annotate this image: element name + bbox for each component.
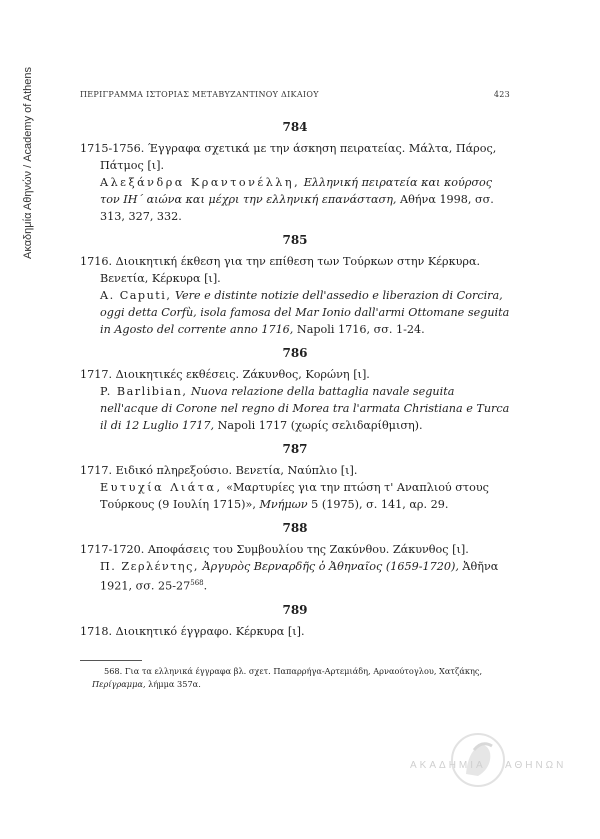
watermark-text-left: ΑΚΑΔΗΜΙΑ bbox=[410, 760, 486, 771]
entry-description: 1716. Διοικητική έκθεση για την επίθεση των Τούρκων στην Κέρκυρα. Βενετία, Κέρκυρα [ι]. bbox=[80, 255, 481, 285]
page-body bbox=[80, 112, 510, 640]
entry-description: 1718. Διοικητικό έγγραφο. Κέρκυρα [ι]. bbox=[80, 624, 305, 638]
entry-785 bbox=[80, 233, 510, 338]
reference-author: A. Caputi, bbox=[100, 289, 172, 302]
reference-title: Vere e distinte notizie dell'assedio e liberazion di Corcira, oggi detta Corfù, isola famosa del Mar Ionio dall'armi Ottomane seguita in Agosto del corrente anno 1716, bbox=[100, 289, 510, 336]
entry-description: 1715-1756. Έγγραφα σχετικά με την άσκηση πειρατείας. Μάλτα, Πάρος, Πάτμος [ι]. bbox=[80, 142, 497, 172]
footnote-marker[interactable]: 568 bbox=[190, 579, 204, 587]
entry-number: 788 bbox=[282, 521, 308, 535]
reference-details: Ἀθῆνα 1921, σσ. 25-27 bbox=[100, 560, 499, 593]
footnote-italic: Περίγραμμα, bbox=[92, 679, 146, 689]
entry-number: 789 bbox=[282, 602, 308, 617]
side-label: Ακαδημία Αθηνών / Academy of Athens bbox=[22, 67, 34, 260]
entry-description: 1717. Διοικητικές εκθέσεις. Ζάκυνθος, Κορώνη [ι]. bbox=[80, 368, 370, 381]
reference-details: Napoli 1716, σσ. 1-24. bbox=[293, 323, 425, 336]
entry-reference bbox=[80, 287, 510, 338]
reference-title: Ελληνική πειρατεία και κούρσος τον ΙΗ΄ αιώνα και μέχρι την ελληνική επανάσταση, bbox=[100, 176, 493, 206]
reference-title: Nuova relazione della battaglia navale seguita nell'acque di Corone nel regno di Morea tra l'armata Christiana e Turca il di 12 Luglio 1717, bbox=[100, 385, 510, 432]
reference-author: Ευτυχία Λιάτα, bbox=[100, 481, 223, 494]
entry-reference bbox=[80, 558, 510, 595]
footnote-text: 568. Για τα ελληνικά έγγραφα βλ. σχετ. Παπαρρήγα-Αρτεμιάδη, Αρναούτογλου, Χατζάκης, bbox=[104, 666, 483, 676]
reference-title: Ἀργυρὸς Βερναρδῆς ὁ Ἀθηναῖος (1659-1720), bbox=[202, 560, 459, 573]
entry-787 bbox=[80, 442, 510, 513]
reference-details: Αθήνα 1998, σσ. 313, 327, 332. bbox=[100, 193, 494, 223]
watermark-text-right: ΑΘΗΝΩΝ bbox=[505, 760, 567, 771]
reference-article: «Μαρτυρίες για την πτώση τ' Αναπλιού στους Τούρκους (9 Ιουλίη 1715)», bbox=[100, 481, 489, 511]
reference-details: 5 (1975), σ. 141, αρ. 29. bbox=[307, 498, 449, 511]
reference-end: . bbox=[203, 579, 208, 593]
footnote-divider bbox=[80, 660, 142, 661]
entry-reference bbox=[80, 174, 510, 225]
reference-author: Π. Ζερλέντης, bbox=[100, 560, 199, 573]
page-number: 423 bbox=[493, 90, 510, 99]
academy-watermark bbox=[400, 730, 580, 790]
entry-number: 785 bbox=[282, 233, 308, 247]
entry-788 bbox=[80, 521, 510, 595]
entry-reference bbox=[80, 383, 510, 434]
entry-784 bbox=[80, 120, 510, 225]
footnote bbox=[80, 665, 510, 691]
reference-author: Αλεξάνδρα Κραντονέλλη, bbox=[100, 176, 301, 189]
entry-789 bbox=[80, 603, 510, 640]
running-header bbox=[80, 90, 510, 99]
entry-786 bbox=[80, 346, 510, 434]
reference-details: Napoli 1717 (χωρίς σελιδαρίθμιση). bbox=[214, 419, 423, 432]
entry-number: 786 bbox=[282, 346, 308, 360]
reference-title: Μνήμων bbox=[259, 498, 308, 511]
reference-author: P. Barlibian, bbox=[100, 385, 188, 398]
header-title: ΠΕΡΙΓΡΑΜΜΑ ΙΣΤΟΡΙΑΣ ΜΕΤΑΒΥΖΑΝΤΙΝΟΥ ΔΙΚΑΙΟΥ bbox=[80, 90, 319, 99]
entry-reference bbox=[80, 479, 510, 513]
entry-number: 787 bbox=[282, 442, 308, 456]
footnote-rest: λήμμα 357α. bbox=[145, 679, 201, 689]
entry-description: 1717. Ειδικό πληρεξούσιο. Βενετία, Ναύπλιο [ι]. bbox=[80, 464, 358, 477]
entry-number: 784 bbox=[282, 120, 308, 134]
entry-description: 1717-1720. Αποφάσεις του Συμβουλίου της Ζακύνθου. Ζάκυνθος [ι]. bbox=[80, 543, 469, 556]
